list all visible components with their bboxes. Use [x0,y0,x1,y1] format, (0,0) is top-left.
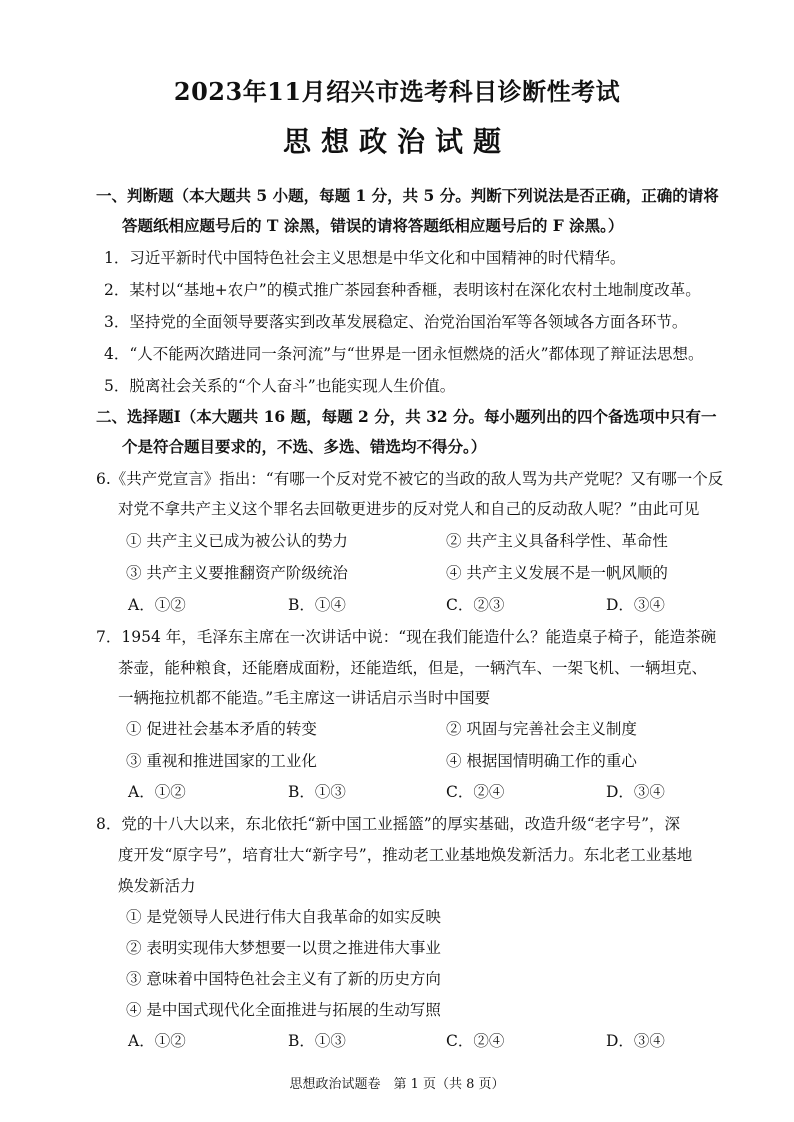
q6-answer-d: D．③④ [606,596,665,614]
q7-option-1: ① 促进社会基本矛盾的转变 [126,720,317,738]
q7-answer-a: A．①② [128,783,186,801]
q8-option-4: ④ 是中国式现代化全面推进与拓展的生动写照 [126,1001,441,1019]
judge-item-5: 5．脱离社会关系的“个人奋斗”也能实现人生价值。 [104,377,456,395]
q8-stem-line3: 焕发新活力 [118,877,196,895]
judge-item-2: 2．某村以“基地+农户”的模式推广茶园套种香榧，表明该村在深化农村土地制度改革。 [104,281,701,299]
q7-option-4: ④ 根据国情明确工作的重心 [446,752,637,770]
q8-answer-b: B．①③ [288,1032,346,1050]
q6-answer-b: B．①④ [288,596,346,614]
exam-subtitle: 思想政治试题 [282,125,511,158]
q8-option-3: ③ 意味着中国特色社会主义有了新的历史方向 [126,970,441,988]
q7-option-2: ② 巩固与完善社会主义制度 [446,720,637,738]
q7-stem-line3: 一辆拖拉机都不能造。”毛主席这一讲话启示当时中国要 [118,689,491,707]
q6-stem-line1: 6.《共产党宣言》指出：“有哪一个反对党不被它的当政的敌人骂为共产党呢？又有哪一个反 [96,470,724,488]
q7-answer-c: C．②④ [446,783,505,801]
q8-option-2: ② 表明实现伟大梦想要一以贯之推进伟大事业 [126,939,441,957]
q8-option-1: ① 是党领导人民进行伟大自我革命的如实反映 [126,908,441,926]
q6-option-2: ② 共产主义具备科学性、革命性 [446,532,668,550]
q8-answer-d: D．③④ [606,1032,665,1050]
q6-answer-a: A．①② [128,596,186,614]
q8-answer-a: A．①② [128,1032,186,1050]
judge-item-4: 4．“人不能两次踏进同一条河流”与“世界是一团永恒燃烧的活火”都体现了辩证法思想。 [104,345,704,363]
q8-answer-c: C．②④ [446,1032,505,1050]
section2-heading-cont: 个是符合题目要求的，不选、多选、错选均不得分。） [122,437,487,456]
judge-item-3: 3．坚持党的全面领导要落实到改革发展稳定、治党治国治军等各领域各方面各环节。 [104,313,688,331]
section1-heading: 一、判断题（本大题共 5 小题，每题 1 分，共 5 分。判断下列说法是否正确，正确的请将 [96,186,719,205]
judge-item-1: 1．习近平新时代中国特色社会主义思想是中华文化和中国精神的时代精华。 [104,249,626,267]
q8-stem-line2: 度开发“原字号”，培育壮大“新字号”，推动老工业基地焕发新活力。东北老工业基地 [118,846,693,864]
q7-stem-line1: 7．1954 年，毛泽东主席在一次讲话中说：“现在我们能造什么？能造桌子椅子，能造茶碗 [96,628,717,646]
q6-option-1: ① 共产主义已成为被公认的势力 [126,532,348,550]
q6-answer-c: C．②③ [446,596,505,614]
section2-heading: 二、选择题Ⅰ（本大题共 16 题，每题 2 分，共 32 分。每小题列出的四个备选项中只有一 [96,407,717,426]
q7-answer-d: D．③④ [606,783,665,801]
page-footer: 思想政治试题卷 第 1 页（共 8 页） [289,1077,505,1092]
q7-stem-line2: 茶壶，能种粮食，还能磨成面粉，还能造纸，但是，一辆汽车、一架飞机、一辆坦克、 [118,659,708,677]
q7-answer-b: B．①③ [288,783,346,801]
q6-stem-line2: 对党不拿共产主义这个罪名去回敬更进步的反对党人和自己的反动敌人呢？”由此可见 [118,500,700,518]
q8-stem-line1: 8．党的十八大以来，东北依托“新中国工业摇篮”的厚实基础，改造升级“老字号”，深 [96,815,681,833]
exam-title: 2023年11月绍兴市选考科目诊断性考试 [173,77,621,106]
section1-heading-cont: 答题纸相应题号后的 T 涂黑，错误的请将答题纸相应题号后的 F 涂黑。） [122,216,624,235]
q6-option-4: ④ 共产主义发展不是一帆风顺的 [446,564,668,582]
q6-option-3: ③ 共产主义要推翻资产阶级统治 [126,564,348,582]
q7-option-3: ③ 重视和推进国家的工业化 [126,752,317,770]
